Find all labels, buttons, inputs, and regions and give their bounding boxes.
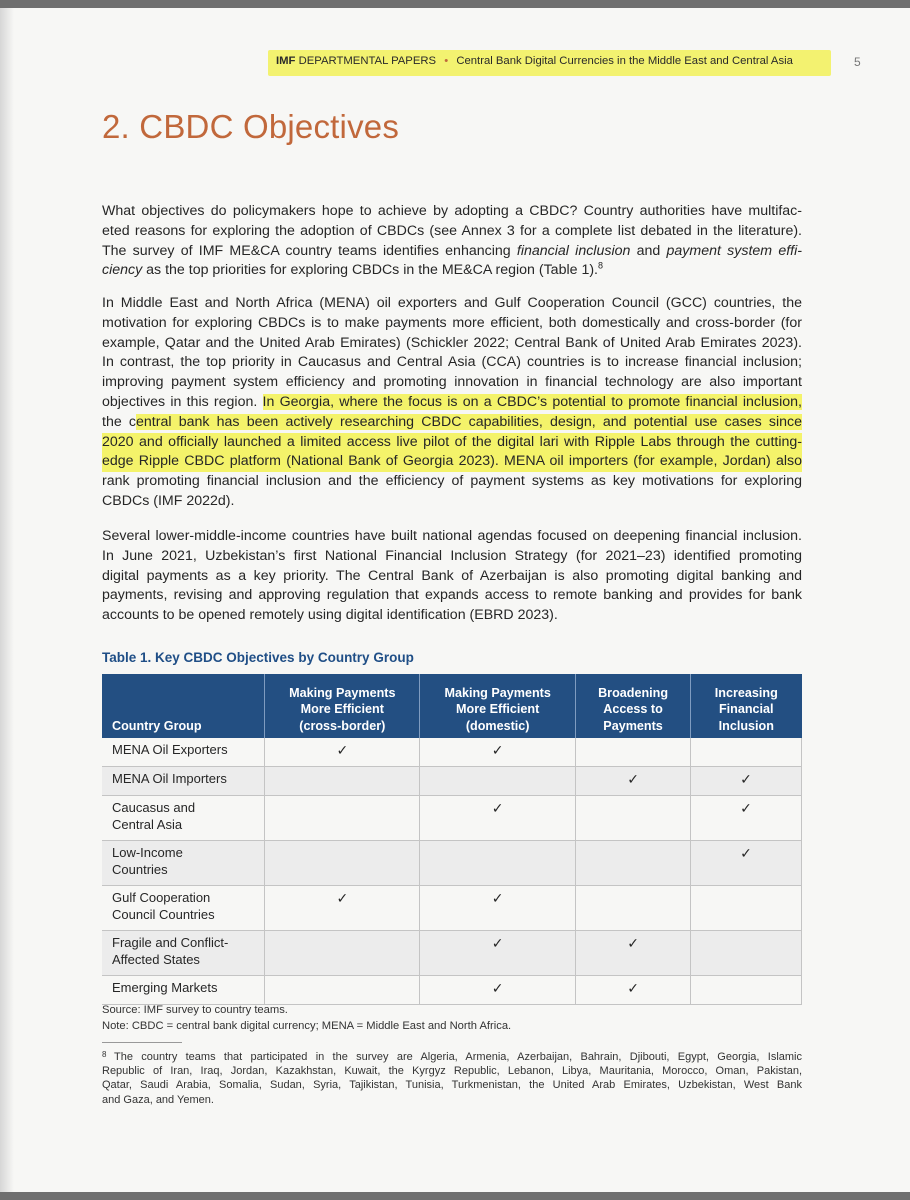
- text-line: improving payment system efficiency and promoting innovation in financial technology are also important: [102, 374, 802, 391]
- row-group-label: [102, 738, 265, 767]
- header-country-group: [102, 674, 265, 738]
- text-run: the c: [102, 413, 137, 430]
- check-cell: ✓: [420, 738, 576, 767]
- group-label-line: Central Asia: [112, 816, 183, 832]
- check-cell: [265, 796, 420, 841]
- highlighted-line: edge Ripple CBDC platform (National Bank of Georgia 2023). MENA oil importers (for example, Jordan) also: [102, 452, 802, 472]
- text-line: example, Qatar and the United Arab Emirates) (Schickler 2022; Central Bank of United Arab Emirates 2023).: [102, 334, 802, 351]
- row-group-label: [102, 931, 265, 976]
- row-group-label: [102, 767, 265, 796]
- page-number: 5: [854, 55, 861, 69]
- footnote-number: 8: [102, 1050, 107, 1059]
- header-financial-inclusion: [691, 674, 802, 738]
- text-line: [102, 413, 802, 433]
- check-cell: [691, 976, 802, 1005]
- footnote-line: Qatar, Saudi Arabia, Somalia, Sudan, Syria, Tajikistan, Tunisia, Turkmenistan, the United Arab Emirates, Uzbekistan, West Bank: [102, 1079, 802, 1092]
- text-line: In June 2021, Uzbekistan’s first National Financial Inclusion Strategy (for 2021–23) identified promoting: [102, 547, 802, 564]
- check-cell: [420, 767, 576, 796]
- check-cell: ✓: [691, 796, 802, 841]
- table-row: [102, 767, 802, 796]
- running-header: [276, 55, 793, 67]
- check-cell: ✓: [420, 796, 576, 841]
- footnote-divider: [102, 1042, 182, 1043]
- text-line: In contrast, the top priority in Caucasus and Central Asia (CCA) countries is to increase financial inclusion;: [102, 354, 802, 371]
- header-label: (domestic): [465, 718, 530, 733]
- group-label-line: Council Countries: [112, 906, 215, 922]
- window-top-border: [0, 0, 910, 8]
- text-line: Several lower-middle-income countries have built national agendas focused on deepening financial inclusion.: [102, 528, 802, 544]
- highlighted-run: In Georgia, where the focus is on a CBDC’s potential to promote financial inclusion,: [262, 393, 802, 410]
- header-label: Access to: [603, 702, 663, 716]
- text-run: The survey of IMF ME&CA country teams identifies enhancing: [102, 242, 517, 259]
- section-title: 2. CBDC Objectives: [102, 108, 400, 145]
- text-line: rank promoting financial inclusion and the efficiency of payment systems as key motivations for exploring: [102, 473, 802, 490]
- check-cell: ✓: [265, 886, 420, 931]
- table-source-note: Source: IMF survey to country teams.: [102, 1004, 288, 1016]
- page-edge-shadow: [0, 8, 14, 1192]
- row-group-label: [102, 796, 265, 841]
- italic-run: ciency: [102, 262, 143, 279]
- paragraph-2: [102, 294, 802, 512]
- table-abbreviation-note: Note: CBDC = central bank digital currency; MENA = Middle East and North Africa.: [102, 1020, 512, 1032]
- text-line: payments, revising and approving regulation that expands access to remote banking and provides for bank: [102, 587, 802, 604]
- highlighted-line: 2020 and officially launched a limited access live pilot of the digital lari with Ripple Labs through the cutting-: [102, 433, 802, 453]
- row-group-label: [102, 976, 265, 1005]
- highlighted-run: entral bank has been actively researching CBDC capabilities, design, and potential use cases since: [136, 413, 802, 430]
- text-line: motivation for exploring CBDCs is to make payments more efficient, both domestically and cross-border (for: [102, 314, 802, 331]
- check-cell: [265, 976, 420, 1005]
- row-group-label: [102, 841, 265, 886]
- footnote-line: The country teams that participated in the survey are Algeria, Armenia, Azerbaijan, Bahrain, Djibouti, Egypt, Georgia, Islamic: [114, 1051, 802, 1063]
- check-cell: [420, 841, 576, 886]
- header-title: Central Bank Digital Currencies in the Middle East and Central Asia: [456, 55, 793, 67]
- check-cell: ✓: [691, 767, 802, 796]
- check-cell: [691, 886, 802, 931]
- footnote-reference[interactable]: 8: [598, 260, 604, 271]
- header-broadening-access: [576, 674, 691, 738]
- group-label-line: Countries: [112, 861, 168, 877]
- check-cell: [576, 738, 691, 767]
- group-label-line: Caucasus and: [112, 800, 196, 815]
- check-cell: [265, 931, 420, 976]
- window-bottom-border: [0, 1192, 910, 1200]
- row-group-label: [102, 886, 265, 931]
- group-label-line: MENA Oil Importers: [112, 771, 227, 786]
- group-label-line: MENA Oil Exporters: [112, 742, 228, 757]
- group-label-line: Affected States: [112, 951, 200, 967]
- footnote-line: Republic of Iran, Iraq, Jordan, Kazakhstan, Kuwait, the Kyrgyz Republic, Lebanon, Libya, Mauritania, Morocco, Oman, Pakistan,: [102, 1065, 802, 1078]
- group-label-line: Fragile and Conflict-: [112, 935, 229, 950]
- footnote-line: and Gaza, and Yemen.: [102, 1093, 214, 1106]
- header-label: Financial: [718, 702, 774, 716]
- text-line: What objectives do policymakers hope to achieve by adopting a CBDC? Country authorities have multifac-: [102, 203, 802, 219]
- header-label: Payments: [603, 718, 663, 733]
- group-label-line: Gulf Cooperation: [112, 890, 211, 905]
- header-label: Broadening: [598, 685, 669, 700]
- objectives-table: [102, 674, 802, 1005]
- text-line: digital payments as a key priority. The Central Bank of Azerbaijan is also promoting digital banking and: [102, 567, 802, 584]
- header-label: (cross-border): [299, 718, 386, 733]
- header-label: Making Payments: [289, 685, 396, 700]
- check-cell: ✓: [576, 976, 691, 1005]
- check-cell: [576, 886, 691, 931]
- table-caption: Table 1. Key CBDC Objectives by Country Group: [102, 650, 414, 665]
- italic-run: financial inclusion: [516, 242, 631, 259]
- table-row: [102, 841, 802, 886]
- check-cell: ✓: [420, 976, 576, 1005]
- header-label: Country Group: [112, 718, 202, 733]
- check-cell: ✓: [420, 886, 576, 931]
- header-label: More Efficient: [456, 702, 540, 716]
- text-line: In Middle East and North Africa (MENA) oil exporters and Gulf Cooperation Council (GCC) countries, the: [102, 295, 802, 311]
- italic-run: payment system effi-: [666, 242, 802, 259]
- header-label: Inclusion: [718, 718, 774, 733]
- check-cell: ✓: [265, 738, 420, 767]
- header-label: More Efficient: [300, 702, 384, 716]
- check-cell: [265, 841, 420, 886]
- group-label-line: Emerging Markets: [112, 980, 218, 995]
- check-cell: [691, 738, 802, 767]
- check-cell: [576, 841, 691, 886]
- text-line: accounts to be opened remotely using digital identification (EBRD 2023).: [102, 607, 558, 624]
- header-separator: •: [444, 55, 449, 67]
- check-cell: ✓: [576, 931, 691, 976]
- check-cell: ✓: [691, 841, 802, 886]
- table-row: [102, 738, 802, 767]
- table-row: [102, 976, 802, 1005]
- header-efficient-domestic: [420, 674, 576, 738]
- footnote-8: [102, 1050, 802, 1107]
- text-run: as the top priorities for exploring CBDCs in the ME&CA region (Table 1).: [142, 262, 598, 279]
- text-line: [102, 242, 802, 262]
- table-header-row: [102, 674, 802, 738]
- header-label: Making Payments: [444, 685, 551, 700]
- header-org: IMF: [276, 55, 296, 67]
- check-cell: [576, 796, 691, 841]
- table-row: [102, 931, 802, 976]
- group-label-line: Low-Income: [112, 845, 183, 860]
- check-cell: ✓: [420, 931, 576, 976]
- paragraph-3: [102, 527, 802, 626]
- text-line: [102, 393, 802, 413]
- check-cell: [265, 767, 420, 796]
- text-line: [102, 261, 802, 281]
- check-cell: ✓: [576, 767, 691, 796]
- header-efficient-cross-border: [265, 674, 420, 738]
- header-series: DEPARTMENTAL PAPERS: [298, 55, 437, 67]
- paragraph-1: [102, 202, 802, 281]
- text-run: objectives in this region.: [102, 393, 263, 410]
- text-line: CBDCs (IMF 2022d).: [102, 492, 235, 509]
- table-row: [102, 796, 802, 841]
- text-run: and: [630, 242, 667, 259]
- check-cell: [691, 931, 802, 976]
- table-row: [102, 886, 802, 931]
- text-line: eted reasons for exploring the adoption of CBDCs (see Annex 3 for a complete list debated in the literature).: [102, 222, 802, 239]
- header-label: Increasing: [714, 685, 778, 700]
